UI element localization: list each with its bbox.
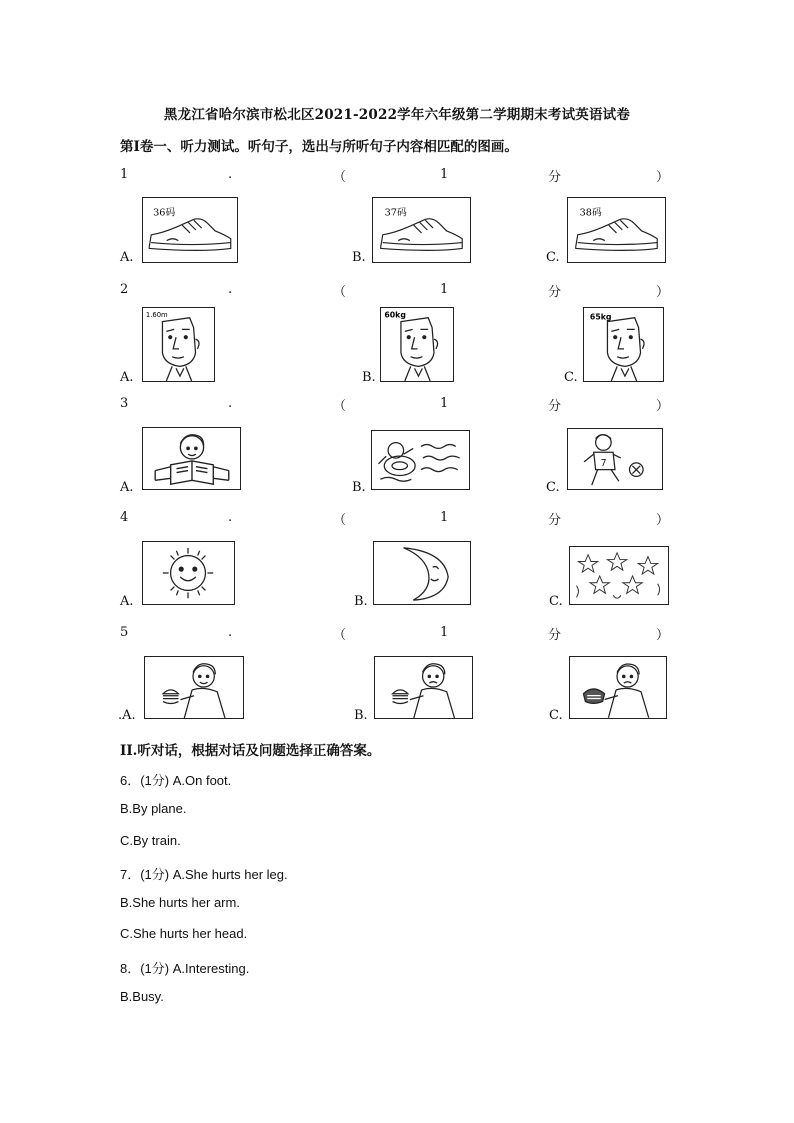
option-label[interactable]: A. [120, 250, 134, 265]
option-image-sun[interactable] [142, 541, 235, 605]
option-label[interactable]: B. [362, 370, 376, 385]
option-label[interactable]: C. [546, 480, 560, 495]
option-label[interactable]: B. [354, 594, 368, 609]
option-image-face[interactable] [380, 307, 454, 382]
left-paren: （ [333, 628, 347, 643]
option-label[interactable]: B. [352, 480, 366, 495]
right-paren: ） [656, 513, 670, 528]
right-paren: ） [656, 628, 670, 643]
option-label[interactable]: B. [354, 708, 368, 723]
option-line[interactable]: C.She hurts her head. [120, 926, 248, 941]
option-label[interactable]: A. [120, 594, 134, 609]
stars-icon [570, 547, 668, 604]
points-value: 1 [440, 510, 449, 525]
question-number: 1 [120, 167, 129, 182]
boy-with-burnt-hamburger-icon [570, 657, 666, 718]
boy-playing-football-icon [568, 429, 662, 489]
measure-label: 1.60m [145, 310, 168, 319]
section-2-instruction: II.听对话，根据对话及问题选择正确答案。 [120, 743, 381, 759]
left-paren: （ [333, 513, 347, 528]
man-face-icon [162, 318, 199, 381]
moon-icon [374, 542, 470, 604]
option-image-shoe[interactable] [142, 197, 238, 263]
question-number: 3 [120, 396, 129, 411]
question-6: 6．(1分) A.On foot. [120, 773, 232, 788]
option-label[interactable]: .A. [118, 708, 136, 723]
sun-icon [143, 542, 234, 604]
shoe-size-label: 37码 [384, 207, 407, 219]
number-dot: . [228, 510, 233, 525]
boy-with-hamburger-icon [375, 657, 472, 718]
option-image-reading[interactable] [142, 427, 241, 490]
right-paren: ） [656, 285, 670, 300]
points-unit: 分 [548, 170, 562, 185]
option-image-swimming[interactable] [371, 430, 470, 490]
option-label[interactable]: C. [546, 250, 560, 265]
option-line[interactable]: B.By plane. [120, 801, 187, 816]
points-value: 1 [440, 625, 449, 640]
points-unit: 分 [548, 285, 562, 300]
question-number: 5 [120, 625, 129, 640]
option-image-moon[interactable] [373, 541, 471, 605]
option-label[interactable]: A. [120, 370, 134, 385]
option-image-stars[interactable] [569, 546, 669, 605]
points-unit: 分 [548, 628, 562, 643]
question-8: 8．(1分) A.Interesting. [120, 961, 250, 976]
option-image-shoe[interactable] [567, 197, 666, 263]
option-image-shoe[interactable] [372, 197, 471, 263]
right-paren: ） [656, 170, 670, 185]
left-paren: （ [333, 170, 347, 185]
points-value: 1 [440, 282, 449, 297]
man-face-icon [401, 318, 438, 381]
option-label[interactable]: B. [352, 250, 366, 265]
option-line[interactable]: B.She hurts her arm. [120, 895, 240, 910]
question-number: 4 [120, 510, 129, 525]
number-dot: . [228, 625, 233, 640]
boy-reading-icon [143, 428, 240, 489]
left-paren: （ [333, 285, 347, 300]
number-dot: . [228, 167, 233, 182]
shoe-icon [149, 219, 230, 251]
option-line[interactable]: B.Busy. [120, 989, 164, 1004]
shoe-size-label: 38码 [579, 207, 602, 219]
section-1-instruction: 第Ⅰ卷一、听力测试。听句子，选出与所听句子内容相匹配的图画。 [120, 139, 518, 155]
points-value: 1 [440, 167, 449, 182]
left-paren: （ [333, 399, 347, 414]
option-image-boy-hamburger[interactable] [144, 656, 244, 719]
option-image-face[interactable] [583, 307, 664, 382]
man-face-icon [607, 318, 644, 381]
option-line[interactable]: C.By train. [120, 833, 181, 848]
boy-swimming-icon [372, 431, 469, 489]
right-paren: ） [656, 399, 670, 414]
shoe-icon [381, 219, 462, 251]
question-7: 7．(1分) A.She hurts her leg. [120, 867, 288, 882]
option-label[interactable]: A. [120, 480, 134, 495]
option-label[interactable]: C. [564, 370, 578, 385]
number-dot: . [228, 282, 233, 297]
points-unit: 分 [548, 513, 562, 528]
svg-text:7: 7 [600, 457, 607, 469]
shoe-size-label: 36码 [153, 207, 176, 219]
boy-with-hamburger-icon [145, 657, 243, 718]
points-value: 1 [440, 396, 449, 411]
points-unit: 分 [548, 399, 562, 414]
measure-label: 60kg [384, 310, 406, 320]
shoe-icon [576, 219, 657, 251]
option-image-face[interactable] [142, 307, 215, 382]
option-image-boy-hamburger[interactable] [569, 656, 667, 719]
option-label[interactable]: C. [549, 594, 563, 609]
page-title: 黑龙江省哈尔滨市松北区2021-2022学年六年级第二学期期末考试英语试卷 [163, 107, 631, 123]
number-dot: . [228, 396, 233, 411]
measure-label: 65kg [589, 312, 612, 322]
option-label[interactable]: C. [549, 708, 563, 723]
option-image-football[interactable] [567, 428, 663, 490]
option-image-boy-hamburger[interactable] [374, 656, 473, 719]
question-number: 2 [120, 282, 129, 297]
